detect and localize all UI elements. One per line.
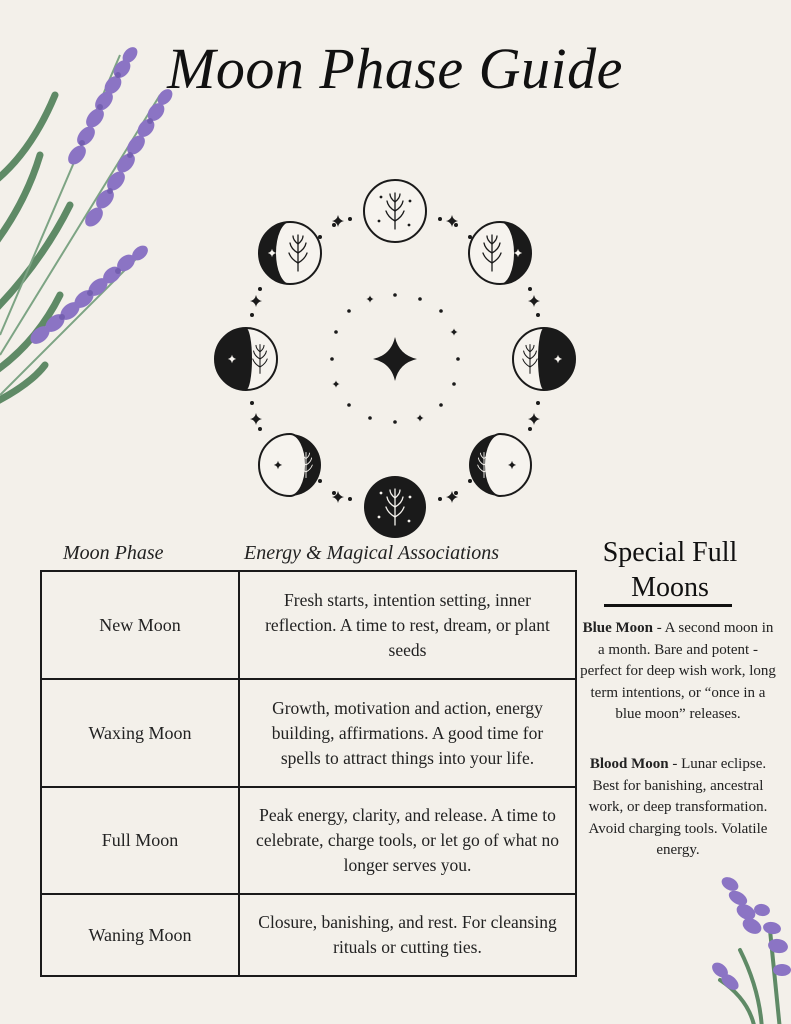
new-moon-icon bbox=[364, 476, 426, 538]
phase-energy: Growth, motivation and action, energy building, affirmations. A good time for spells to attract things into your life. bbox=[239, 679, 576, 787]
column-header-phase: Moon Phase bbox=[63, 542, 164, 564]
column-header-energy: Energy & Magical Associations bbox=[244, 542, 499, 564]
phase-energy: Peak energy, clarity, and release. A time to celebrate, charge tools, or let go of what no longer serves you. bbox=[239, 787, 576, 894]
sidebar-divider bbox=[604, 604, 732, 607]
waxing-crescent-icon bbox=[469, 434, 531, 496]
first-quarter-icon bbox=[513, 328, 575, 390]
blue-moon-description bbox=[578, 618, 778, 726]
phase-name: New Moon bbox=[41, 571, 239, 679]
blood-moon-description bbox=[578, 754, 778, 862]
full-moon-icon bbox=[364, 180, 426, 242]
waxing-gibbous-icon bbox=[469, 222, 531, 284]
last-quarter-icon bbox=[215, 328, 277, 390]
blue-moon-text: - A second moon in a month. Bare and potent - perfect for deep wish work, long term intentions, or “once in a blue moon” releases. bbox=[580, 620, 776, 722]
phase-name: Waning Moon bbox=[41, 894, 239, 976]
table-row bbox=[41, 787, 576, 894]
blood-moon-text: - Lunar eclipse. Best for banishing, ancestral work, or deep transformation. Avoid charging tools. Volatile energy. bbox=[588, 756, 768, 858]
waning-gibbous-icon bbox=[259, 222, 321, 284]
waning-crescent-icon bbox=[259, 434, 321, 496]
phase-energy: Fresh starts, intention setting, inner reflection. A time to rest, dream, or plant seeds bbox=[239, 571, 576, 679]
phase-name: Waxing Moon bbox=[41, 679, 239, 787]
blue-moon-label: Blue Moon bbox=[582, 620, 653, 636]
blood-moon-label: Blood Moon bbox=[589, 756, 669, 772]
phase-name: Full Moon bbox=[41, 787, 239, 894]
moon-phase-table bbox=[40, 570, 577, 977]
moon-phase-wheel bbox=[210, 175, 582, 543]
table-row bbox=[41, 894, 576, 976]
phase-energy: Closure, banishing, and rest. For cleansing rituals or cutting ties. bbox=[239, 894, 576, 976]
lavender-bottom-right-illustration bbox=[700, 870, 791, 1024]
table-row bbox=[41, 679, 576, 787]
sidebar-title: Special Full Moons bbox=[602, 537, 738, 603]
table-row bbox=[41, 571, 576, 679]
page-title: Moon Phase Guide bbox=[167, 36, 623, 101]
center-star-icon bbox=[373, 337, 417, 381]
